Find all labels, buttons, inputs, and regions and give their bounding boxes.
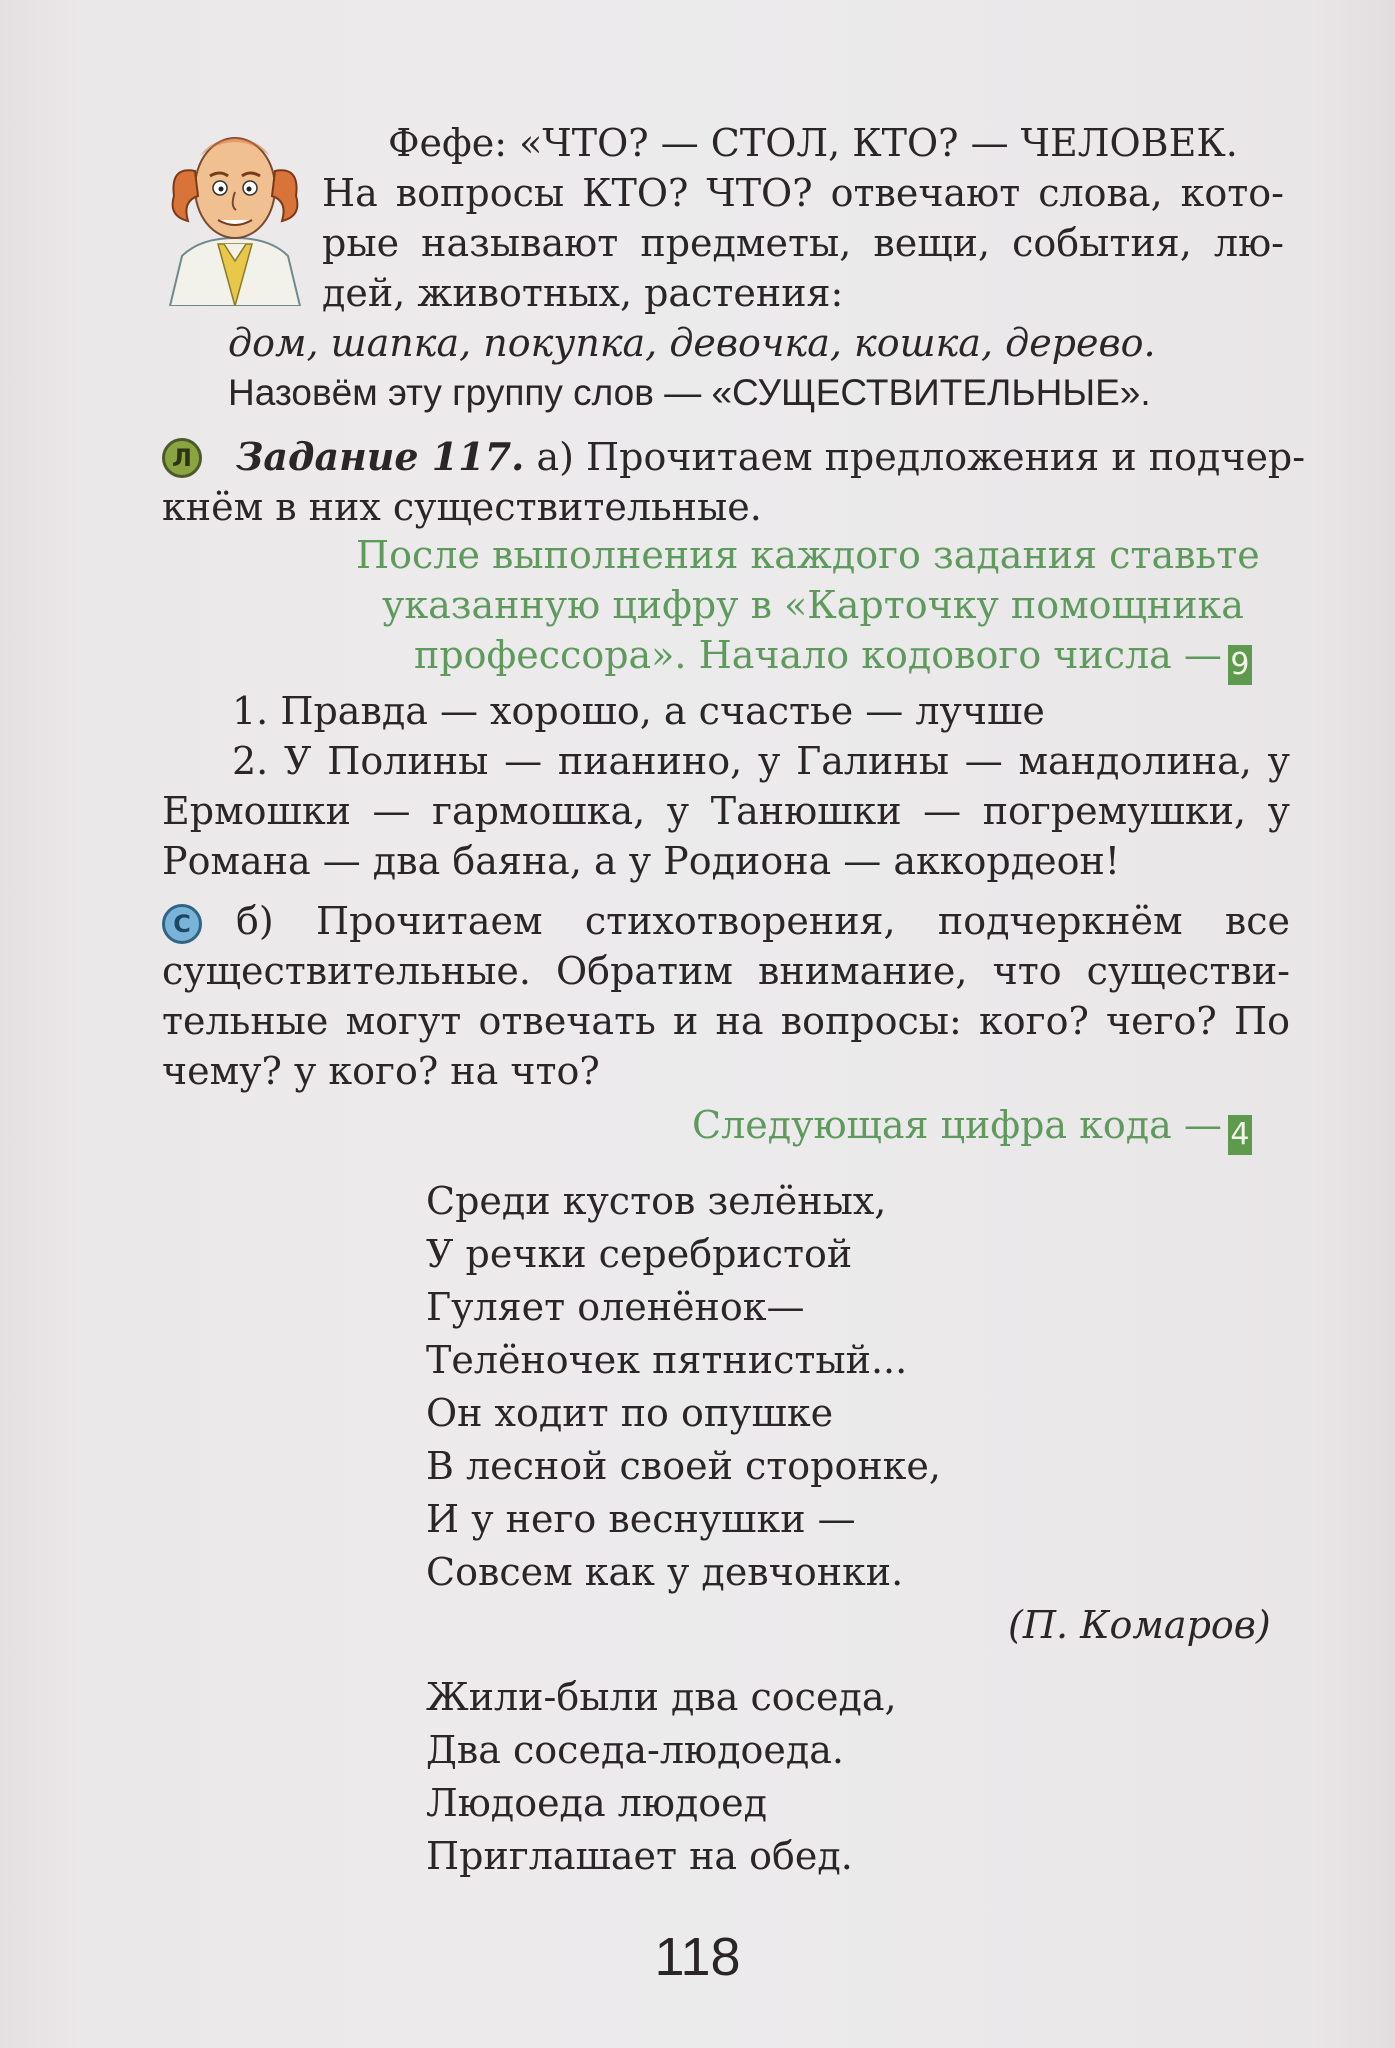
poem-1-line: В лесной своей сторонке, — [426, 1444, 942, 1488]
intro-line-4: дей, животных, растения: — [322, 271, 844, 315]
part-b-line-3: тельные могут отвечать и на вопросы: кого? чего? По — [162, 999, 1290, 1043]
green-note-line-2: указанную цифру в «Карточку помощника — [382, 583, 1244, 627]
code-digit-box: 9 — [1228, 645, 1252, 685]
part-b-line-2: существительные. Обратим внимание, что существи- — [162, 949, 1290, 993]
poem-1 — [426, 1176, 941, 1597]
intro-line-2: На вопросы КТО? ЧТО? отвечают слова, кото- — [322, 171, 1284, 215]
poem-1-line: У речки серебристой — [426, 1232, 853, 1276]
poem-2 — [426, 1672, 897, 1881]
poem-2-line: Два соседа-людоеда. — [426, 1728, 844, 1772]
task-type-emblem-c: С — [162, 904, 202, 944]
sentence-2-line-1: 2. У Полины — пианино, у Галины — мандолина, у — [232, 739, 1290, 783]
sentence-1: 1. Правда — хорошо, а счастье — лучше — [232, 689, 1045, 733]
poem-1-line: Телёночек пятнистый... — [426, 1338, 908, 1382]
code-start-text: профессора». Начало кодового числа — — [414, 633, 1222, 677]
part-b-line-1: б) Прочитаем стихотворения, подчеркнём все — [236, 899, 1290, 943]
intro-naming: Назовём эту группу слов — «СУЩЕСТВИТЕЛЬНЫЕ». — [228, 372, 1151, 413]
poem-1-line: Гуляет оленёнок— — [426, 1285, 805, 1329]
page-number: 118 — [654, 1927, 741, 1987]
poem-2-line: Приглашает на обед. — [426, 1834, 853, 1878]
poem-1-line: И у него веснушки — — [426, 1497, 856, 1541]
code-digit-box: 4 — [1228, 1115, 1252, 1155]
next-code-text: Следующая цифра кода — — [692, 1103, 1222, 1147]
task-117-line-1 — [236, 432, 1306, 482]
next-code-digit — [692, 1100, 1252, 1155]
sentence-2-line-3: Романа — два баяна, а у Родиона — аккордеон! — [162, 839, 1121, 883]
green-note-line-3 — [414, 630, 1252, 685]
task-117-label: Задание 117. — [236, 434, 525, 479]
poem-1-line: Он ходит по опушке — [426, 1391, 834, 1435]
task-117-instruction: а) Прочитаем предложения и подчер- — [536, 435, 1306, 479]
sentence-2-line-2: Ермошки — гармошка, у Танюшки — погремушки, у — [162, 789, 1290, 833]
poem-2-line: Жили-были два соседа, — [426, 1675, 897, 1719]
green-note-line-1: После выполнения каждого задания ставьте — [356, 533, 1260, 577]
task-type-emblem-l: Л — [162, 438, 202, 478]
poem-1-author: (П. Комаров) — [1008, 1603, 1271, 1647]
intro-line-1: Фефе: «ЧТО? — СТОЛ, КТО? — ЧЕЛОВЕК. — [388, 121, 1238, 165]
intro-line-3: рые называют предметы, вещи, события, лю- — [322, 221, 1284, 265]
poem-1-line: Совсем как у девчонки. — [426, 1550, 904, 1594]
part-b-line-4: чему? у кого? на что? — [162, 1049, 600, 1093]
poem-1-line: Среди кустов зелёных, — [426, 1179, 887, 1223]
intro-examples: дом, шапка, покупка, девочка, кошка, дерево. — [228, 321, 1156, 365]
poem-2-line: Людоеда людоед — [426, 1781, 768, 1825]
task-117-line-2: кнём в них существительные. — [162, 485, 762, 529]
professor-illustration — [160, 126, 310, 306]
